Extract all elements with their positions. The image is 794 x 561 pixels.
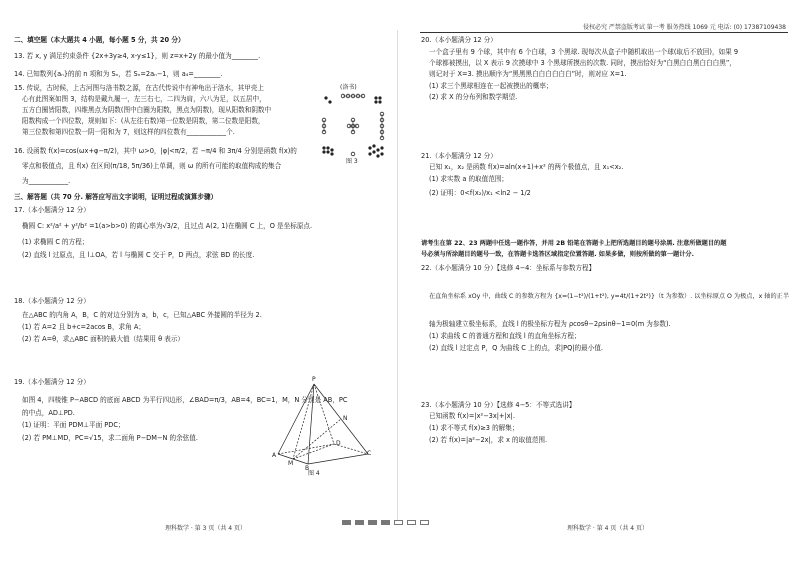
question-21-header: 21.（本小题满分 12 分）: [421, 152, 497, 160]
mark: [381, 520, 390, 525]
question-23-part2: (2) 若 f(x)=|a²−2x|，求 x 的取值范围.: [429, 436, 548, 444]
right-page: [397, 0, 794, 561]
right-footer: 理科数学 · 第 4 页（共 4 页）: [567, 525, 648, 532]
question-17-header: 17.（本小题满分 12 分）: [14, 206, 90, 214]
optional-note-line1: 请考生在第 22、23 两题中任选一题作答，并用 2B 铅笔在答题卡上把所选题目的题号涂黑. 注意所做题目的题: [421, 240, 727, 247]
question-15-line5: 第三位数和第四位数一阴一阳和为 7，则这样的四位数有____________个.: [22, 128, 235, 136]
figure-3-label: 图 3: [346, 158, 358, 165]
solution-section-title: 三、解答题（共 70 分. 解答应写出文字说明，证明过程或演算步骤）: [14, 193, 218, 201]
question-13: 13. 若 x, y 满足约束条件 {2x+3y≥4, x-y≤1}，则 z=x+2y 的最小值为________.: [14, 52, 261, 60]
question-18-part1: (1) 若 A=2 且 b+c=2acos B，求角 A；: [22, 323, 145, 331]
question-22-stem-cont: 轴为极轴建立极坐标系，直线 l 的极坐标方程为 ρcosθ−2ρsinθ−1=0(m 为参数).: [429, 320, 671, 328]
question-19-part1: (1) 证明：平面 PDM⊥平面 PDC；: [22, 421, 125, 429]
question-22-part1: (1) 求曲线 C 的普通方程和直线 l 的直角坐标方程；: [429, 332, 581, 340]
question-17-part2: (2) 直线 l 过原点，且 l⊥OA，若 l 与椭圆 C 交于 P，D 两点，求弦 BD 的长度.: [22, 251, 255, 259]
mark: [368, 520, 377, 525]
question-17-part1: (1) 求椭圆 C 的方程；: [22, 238, 89, 246]
point-p: P: [312, 376, 316, 383]
question-16-line3: 为____________.: [22, 177, 71, 185]
question-20-header: 20.（本小题满分 12 分）: [421, 36, 497, 44]
point-a: A: [272, 452, 277, 459]
page-header: 侵权必究 严禁盗版考试 第一考 服务热线 1069 元 电话: (0) 17387109438: [582, 24, 786, 31]
pyramid-diagram: [272, 380, 372, 468]
point-c: C: [367, 450, 372, 457]
question-19-stem-cont: 的中点，AD⊥PD.: [22, 409, 75, 417]
mark: [342, 520, 351, 525]
point-d: D: [336, 440, 341, 447]
question-23-stem: 已知函数 f(x)=|x²−3x|+|x|.: [429, 412, 515, 420]
question-15-line1: 15. 传说，古时候，上古河图与洛书数之源，在古代传说中有神龟出于洛水，其甲壳上: [14, 84, 264, 92]
question-15-line4: 阳数构成一个四位数，规则如下：(从左往右数)第一位数是阴数，第二位数是阳数，: [22, 117, 265, 125]
figure-3-title: (洛书): [340, 84, 357, 91]
question-17-stem: 椭圆 C: x²/a² + y²/b² =1(a>b>0) 的离心率为√3/2，且过点 A(2, 1)在椭圆 C 上，O 是坐标原点.: [22, 222, 313, 230]
question-18-header: 18.（本小题满分 12 分）: [14, 297, 90, 305]
question-22-header: 22.（本小题满分 10 分）【选修 4−4：坐标系与参数方程】: [421, 264, 596, 272]
question-19-stem: 如图 4，四棱锥 P−ABCD 的底面 ABCD 为平行四边形，∠BAD=π/3，AB=4，BC=1，M，N 分别是 AB，PC: [22, 396, 348, 404]
question-16-line2: 零点和极值点，且 f(x) 在区间(π/18, 5π/36)上单调，则 ω 的所有可能的取值构成的集合: [22, 162, 282, 170]
question-18-stem: 在△ABC 的内角 A，B，C 的对边分别为 a，b，c，已知△ABC 外接圆的半径为 2.: [22, 311, 262, 319]
point-b: B: [305, 465, 310, 472]
question-16-line1: 16. 设函数 f(x)=cos(ωx+φ−π/2)，其中 ω>0，|φ|<π/2，若 −π/4 和 3π/4 分别是函数 f(x)的: [14, 147, 297, 155]
question-23-header: 23.（本小题满分 10 分）【选修 4−5：不等式选讲】: [421, 401, 576, 409]
luoshu-diagram: [318, 92, 388, 164]
question-21-stem: 已知 x₁，x₂ 是函数 f(x)=aln(x+1)+x² 的两个极值点，且 x₁<x₂.: [429, 163, 624, 171]
pyramid-figure: [272, 376, 372, 478]
question-15-line2: 心有此图案如图 3，结构是戴九履一，左三右七，二四为肩，六八为足，以五居中，: [22, 95, 266, 103]
question-19-part2: (2) 若 PM⊥MD，PC=√15，求二面角 P−DM−N 的余弦值.: [22, 434, 198, 442]
left-footer: 理科数学 · 第 3 页（共 4 页）: [165, 525, 246, 532]
luoshu-figure: [318, 84, 388, 164]
question-20-line1: 一个盒子里有 9 个球，其中有 6 个白球，3 个黑球. 现每次从盒子中随机取出一个球(取后不放回)，如果 9: [429, 48, 739, 56]
question-19-header: 19.（本小题满分 12 分）: [14, 378, 90, 386]
question-22-part2: (2) 直线 l 过定点 P，Q 为曲线 C 上的点，求|PQ|的最小值.: [429, 344, 604, 352]
figure-4-label: 图 4: [308, 470, 320, 477]
question-21-part2: (2) 证明：0<f(x₂)/x₁ <ln2 − 1/2: [429, 189, 531, 197]
question-23-part1: (1) 求不等式 f(x)≥3 的解集；: [429, 424, 519, 432]
question-21-part1: (1) 求实数 a 的取值范围；: [429, 175, 509, 183]
question-14: 14. 已知数列{aₙ}的前 n 项和为 Sₙ，若 Sₙ=2aₙ−1，则 a₄=________.: [14, 70, 223, 78]
question-20-part1: (1) 求三个黑球相连在一起被摸出的概率；: [429, 82, 553, 90]
question-20-part2: (2) 求 X 的分布列和数学期望.: [429, 93, 518, 101]
fill-blank-section-title: 二、填空题（本大题共 4 小题，每小题 5 分，共 20 分）: [14, 36, 185, 44]
question-20-line2: 个球都被摸出，以 X 表示 9 次摸球中 3 个黑球所摸出的次数. 同时，摸出恰好为“白黑白白黑白白白黑”，: [429, 59, 736, 67]
question-22-stem: 在直角坐标系 xOy 中，曲线 C 的参数方程为 {x=(1−t²)/(1+t²), y=4t/(1+2t²)}（t 为参数）. 以坐标原点 O 为极点，x 轴的正半: [429, 293, 790, 300]
question-18-part2: (2) 若 A=θ，求△ABC 面积的最大值（结果用 θ 表示）: [22, 335, 185, 343]
mark: [355, 520, 364, 525]
optional-note-line2: 号必须与所涂题目的题号一致，在答题卡选答区域指定位置答题. 如果多做，则按所做的第一题计分.: [421, 251, 694, 258]
question-20-line3: 则记对于 X=3. 摸出顺序为“黑黑黑白白白白白白”时，则对应 X=1.: [429, 70, 627, 78]
question-15-line3: 五方白圈皆阳数，四维黑点为阴数(图中白圈为阳数，黑点为阴数)，现从阳数和阴数中: [22, 106, 272, 114]
point-m: M: [288, 460, 294, 467]
point-n: N: [343, 415, 348, 422]
